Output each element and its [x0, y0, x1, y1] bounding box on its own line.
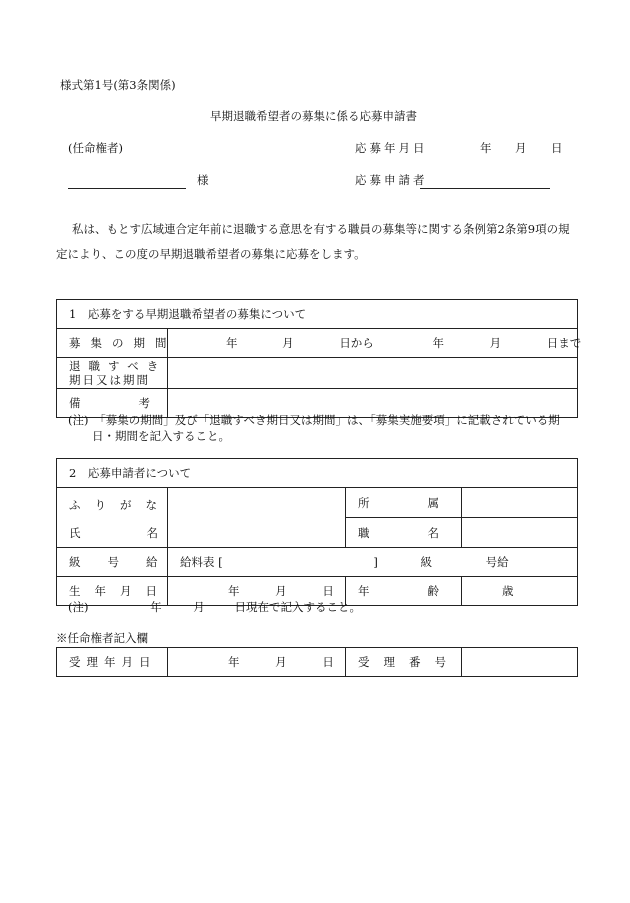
section1-heading: 1 応募をする早期退職希望者の募集について — [57, 300, 578, 329]
position-label: 職名 — [346, 518, 462, 548]
birth-value[interactable]: 年 月 日 — [168, 577, 346, 606]
body-line-2: 定により、この度の早期退職希望者の募集に応募をします。 — [56, 247, 366, 261]
received-number-value[interactable] — [462, 648, 578, 677]
sama-label: 様 — [197, 173, 209, 187]
section1-note-1: (注) 「募集の期間」及び「退職すべき期日又は期間」は、「募集実施要項」に記載されている期 — [68, 413, 560, 427]
appointer-name-field[interactable] — [68, 174, 186, 189]
section2-heading: 2 応募申請者について — [57, 459, 578, 488]
application-date-year: 年 — [480, 141, 492, 155]
retire-value[interactable] — [168, 358, 578, 389]
section3-heading: ※任命権者記入欄 — [56, 631, 148, 645]
name-label-cell: ふりがな 氏名 — [57, 488, 168, 548]
period-value[interactable]: 年 月 日から 年 月 日まで — [168, 329, 578, 358]
section2-table — [56, 458, 578, 606]
application-date-month: 月 — [515, 141, 527, 155]
section3-table — [56, 647, 578, 677]
age-label: 年齢 — [346, 577, 462, 606]
received-number-label: 受理番号 — [346, 648, 462, 677]
application-date-label: 応募年月日 — [355, 141, 428, 155]
form-number: 様式第1号(第3条関係) — [60, 78, 176, 92]
section2-note: (注) 年 月 日現在で記入すること。 — [68, 600, 361, 614]
form-title: 早期退職希望者の募集に係る応募申請書 — [210, 109, 417, 123]
section1-table — [56, 299, 582, 418]
appointer-label: (任命権者) — [68, 141, 123, 155]
retire-label: 退職すべき 期日又は期間 — [57, 358, 168, 389]
salary-label: 級号給 — [57, 548, 168, 577]
received-date-label: 受理年月日 — [57, 648, 168, 677]
age-value[interactable]: 歳 — [462, 577, 578, 606]
section1-note-2: 日・期間を記入すること。 — [92, 429, 230, 443]
salary-value[interactable]: 給料表 [ ] 級 号給 — [168, 548, 578, 577]
period-label: 募集の期間 — [57, 329, 168, 358]
received-date-value[interactable]: 年 月 日 — [168, 648, 346, 677]
remarks-label: 備考 — [57, 389, 168, 418]
body-line-1: 私は、もとす広域連合定年前に退職する意思を有する職員の募集等に関する条例第2条第9項の規 — [72, 222, 570, 236]
application-date-day: 日 — [551, 141, 563, 155]
office-label: 所属 — [346, 488, 462, 518]
birth-label: 生年月日 — [57, 577, 168, 606]
applicant-label: 応募申請者 — [355, 173, 428, 187]
applicant-signature-field[interactable] — [420, 174, 550, 189]
